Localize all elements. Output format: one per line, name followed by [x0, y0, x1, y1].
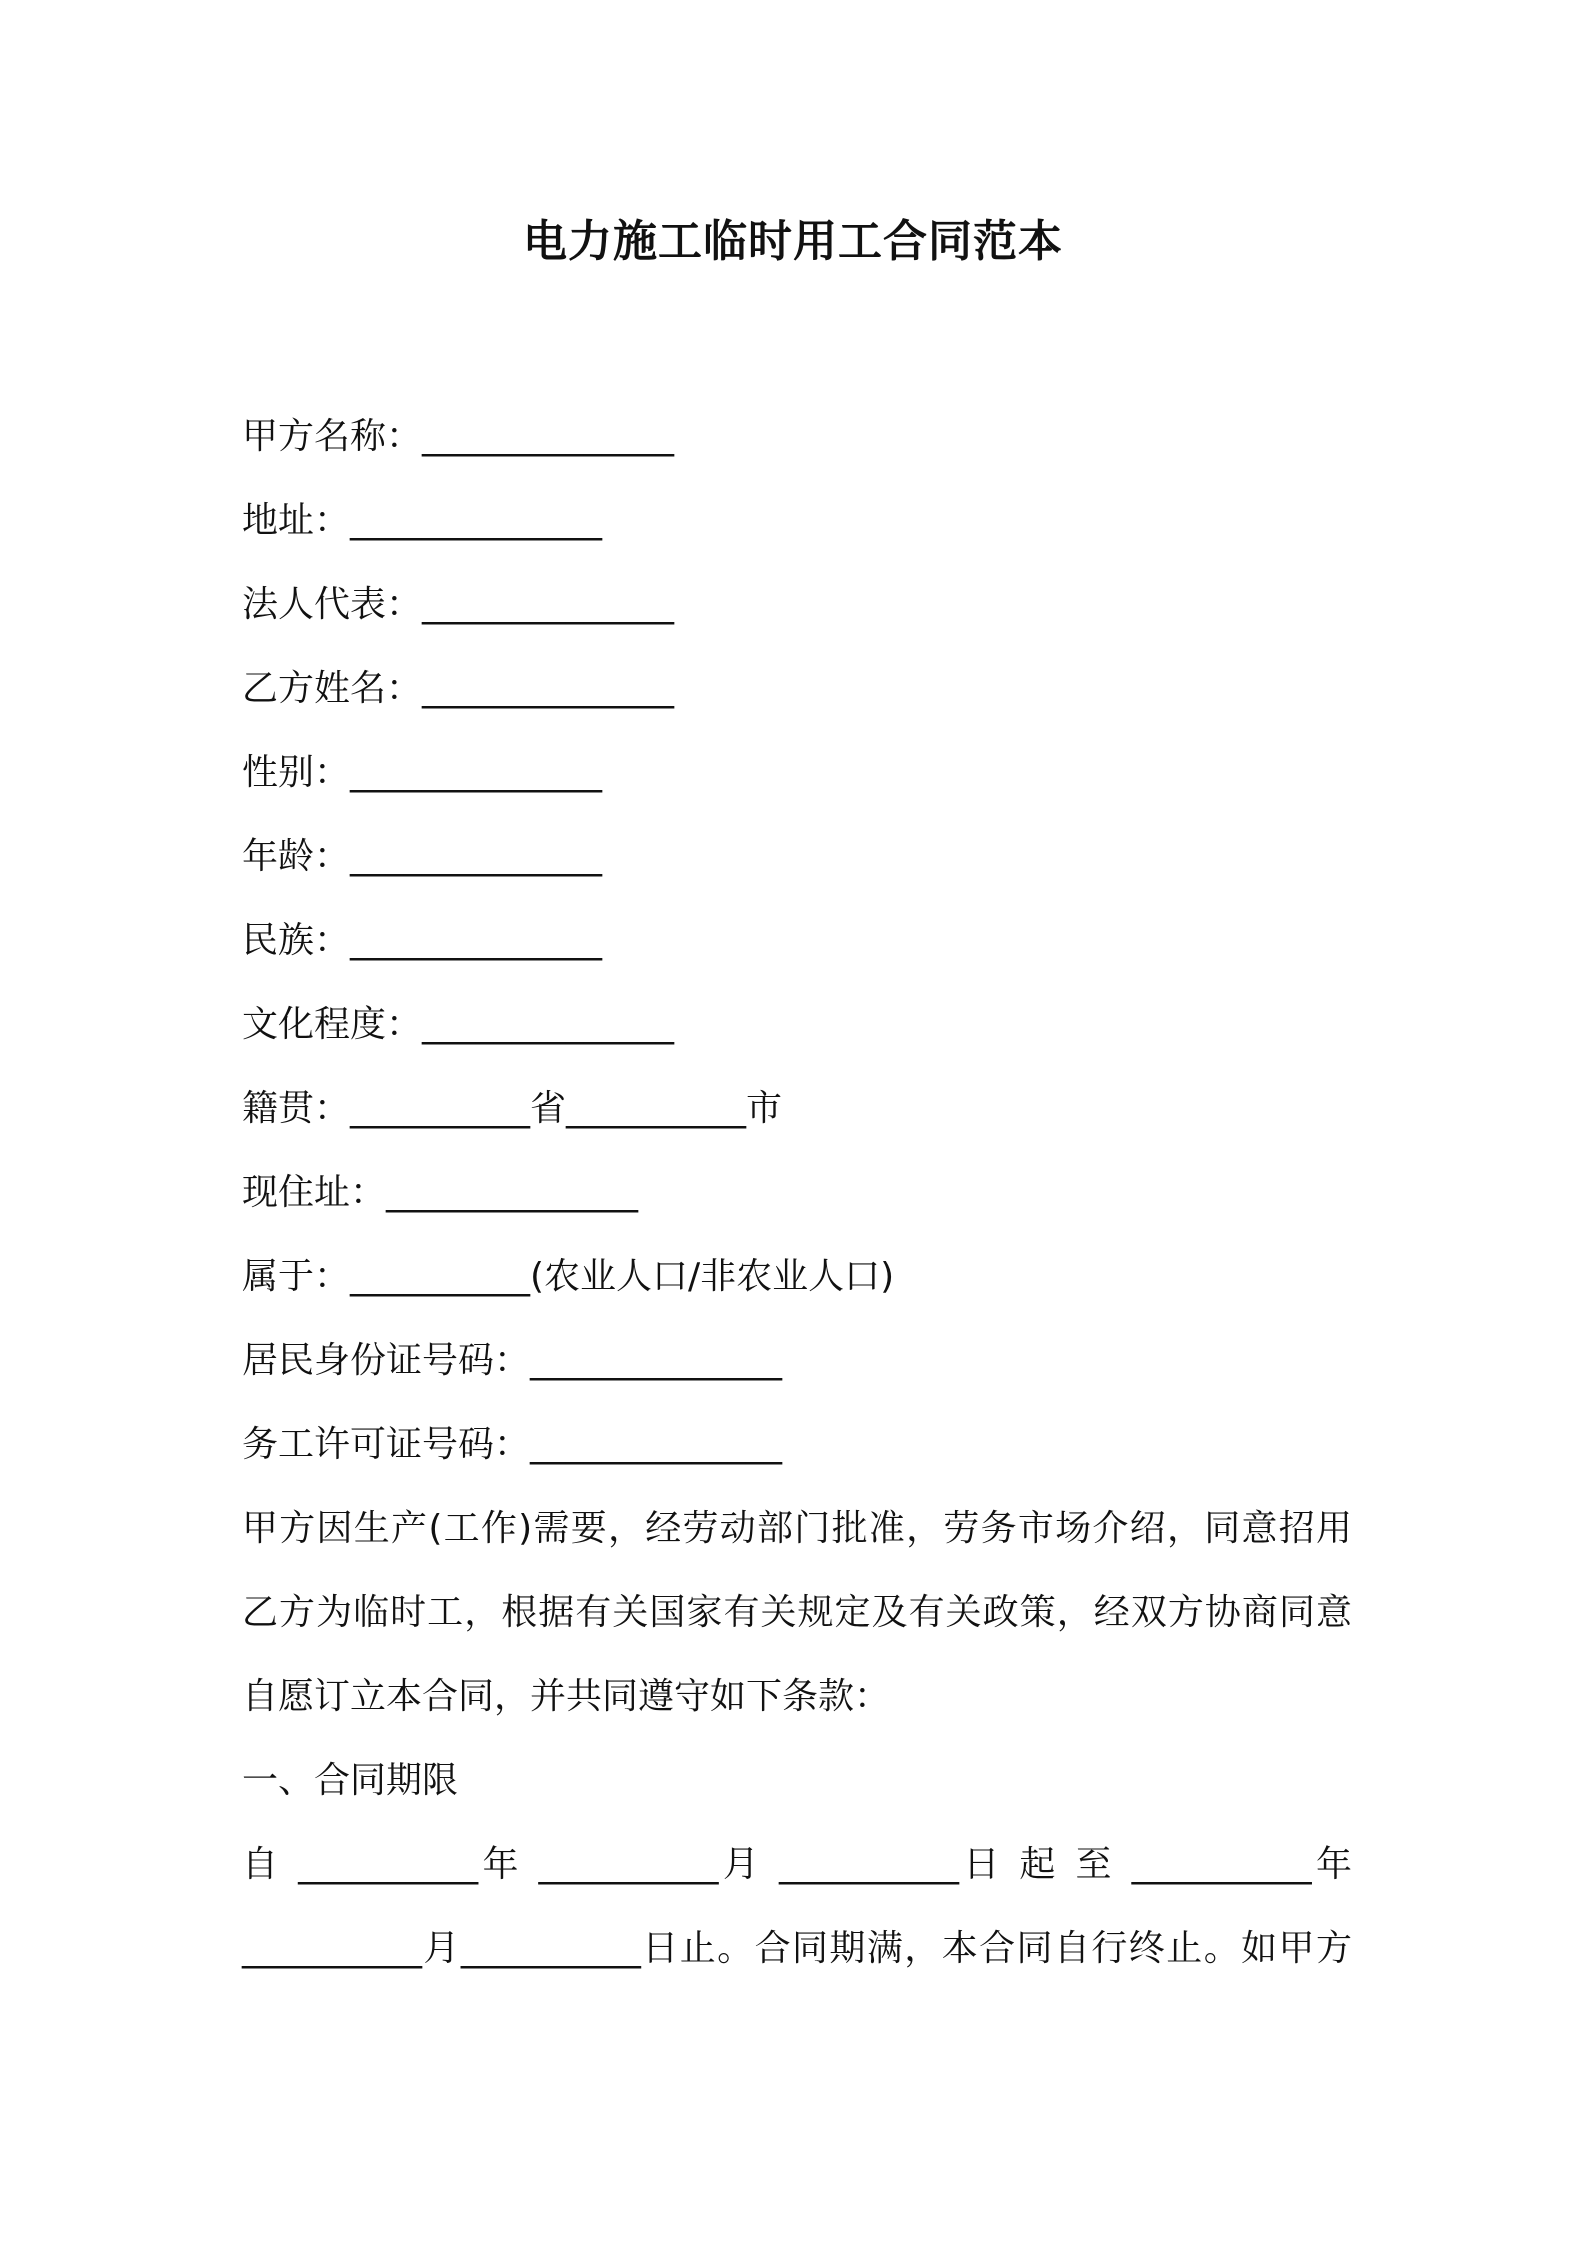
- field-age: 年龄：______________: [242, 836, 603, 877]
- field-native-place: 籍贯：__________省__________市: [242, 1088, 783, 1129]
- field-party-b-name: 乙方姓名：______________: [242, 668, 675, 709]
- field-gender: 性别：______________: [242, 752, 603, 793]
- field-id-number: 居民身份证号码：______________: [242, 1340, 783, 1381]
- document-title: 电力施工临时用工合同范本: [523, 216, 1063, 267]
- field-education: 文化程度：______________: [242, 1004, 675, 1045]
- section-1-line-1: 自 __________年 __________月 __________日 起 至 __________年: [242, 1844, 1352, 1885]
- field-work-permit-number: 务工许可证号码：______________: [242, 1424, 783, 1465]
- intro-line-3: 自愿订立本合同，并共同遵守如下条款：: [242, 1676, 891, 1717]
- field-legal-representative: 法人代表：______________: [242, 584, 675, 625]
- section-1-heading: 一、合同期限: [242, 1760, 459, 1801]
- field-current-address: 现住址：______________: [242, 1172, 639, 1213]
- field-household-type: 属于：__________(农业人口/非农业人口): [242, 1256, 895, 1297]
- intro-line-2: 乙方为临时工，根据有关国家有关规定及有关政策，经双方协商同意: [242, 1592, 1352, 1633]
- field-party-a-name: 甲方名称：______________: [242, 416, 675, 457]
- field-ethnicity: 民族：______________: [242, 920, 603, 961]
- intro-line-1: 甲方因生产(工作)需要，经劳动部门批准，劳务市场介绍，同意招用: [242, 1508, 1352, 1549]
- field-address: 地址：______________: [242, 500, 603, 541]
- section-1-line-2: __________月__________日止。合同期满，本合同自行终止。如甲方: [242, 1928, 1352, 1969]
